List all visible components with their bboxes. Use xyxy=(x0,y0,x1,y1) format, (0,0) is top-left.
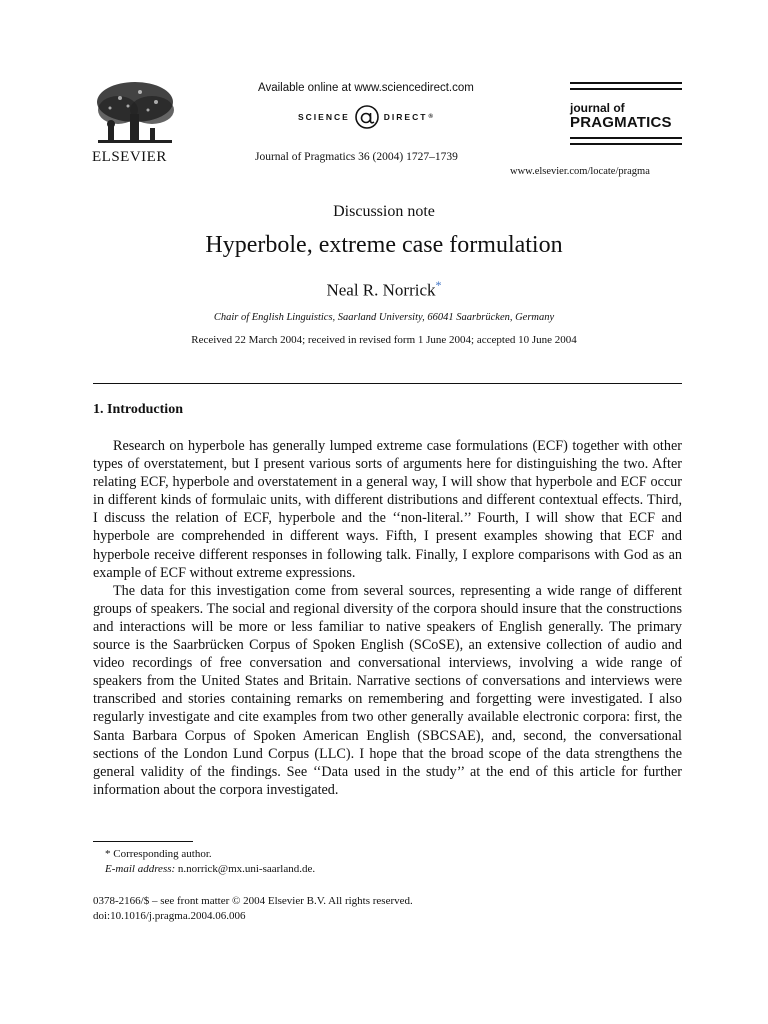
paragraph: The data for this investigation come from several sources, representing a wide range of different groups of speakers. The social and regional diversity of the corpora should insure that the constructions and interactions will be more or less familiar to native speakers of English generally. The primary source is the Saarbrücken Corpus of Spoken English (SCoSE), an extensive collection of audio and video recordings of free conversation and conversational interviews, involving a wide range of speakers from the United States and Britain. Narrative sections of conversations and interviews were transcribed and stories containing remarks on remembering and forgetting were investigated. I also regularly investigate and cite examples from two other generally available electronic corpora: first, the Santa Barbara Corpus of Spoken American English (SBCSAE), and, second, the conversational sections of the London Lund Corpus (LLC). I hope that the broad scope of the data strengthens the general validity of the findings. See ‘‘Data used in the study’’ at the end of this article for further information about the corpora investigated. xyxy=(93,582,682,798)
sciencedirect-logo xyxy=(298,104,435,130)
registered-mark: ® xyxy=(428,114,435,120)
article-title: Hyperbole, extreme case formulation xyxy=(205,232,563,258)
journal-masthead xyxy=(570,82,682,149)
received-dates: Received 22 March 2004; received in revised form 1 June 2004; accepted 10 June 2004 xyxy=(191,334,577,346)
footnotes xyxy=(93,847,315,877)
elsevier-tree-logo xyxy=(90,80,180,150)
footnote-rule xyxy=(93,841,193,842)
copyright-block xyxy=(93,894,413,924)
journal-of-text: journal of xyxy=(570,101,625,115)
email-address[interactable]: n.norrick@mx.uni-saarland.de. xyxy=(177,863,316,875)
copyright-line: 0378-2166/$ – see front matter © 2004 Elsevier B.V. All rights reserved. xyxy=(93,895,413,907)
author-line xyxy=(0,278,768,301)
journal-citation: Journal of Pragmatics 36 (2004) 1727–1739 xyxy=(255,151,458,163)
paragraph: Research on hyperbole has generally lumped extreme case formulations (ECF) together with other types of overstatement, but I present various sorts of arguments here for distinguishing the two. After relating ECF, hyperbole and overstatement in a general way, I will show that hyperbole and ECF occur in different kinds of formulaic units, with different distributions and different contextual effects. Third, I discuss the relation of ECF, hyperbole and the ‘‘non-literal.’’ Fourth, I will show that ECF and hyperbole are comprehended in different ways. Fifth, I present examples showing that ECF and hyperbole receive different responses in following talk. Finally, I explore comparisons with God as an example of ECF without extreme expressions. xyxy=(93,438,682,581)
science-word: SCIENCE xyxy=(298,112,350,122)
email-label: E-mail address: xyxy=(105,863,176,875)
at-symbol-icon xyxy=(354,104,380,130)
masthead-rule xyxy=(570,82,682,84)
corresponding-author-note: * Corresponding author. xyxy=(105,848,212,860)
journal-name: PRAGMATICS xyxy=(570,114,672,131)
journal-url[interactable]: www.elsevier.com/locate/pragma xyxy=(510,166,650,177)
email-line xyxy=(93,862,315,877)
doi[interactable]: doi:10.1016/j.pragma.2004.06.006 xyxy=(93,910,246,922)
body-text xyxy=(93,437,682,799)
direct-word: DIRECT xyxy=(383,112,428,122)
section-heading: 1. Introduction xyxy=(93,402,183,417)
note-type: Discussion note xyxy=(333,203,435,220)
masthead-rule xyxy=(570,137,682,139)
corresponding-author-mark[interactable]: * xyxy=(435,278,442,292)
publisher-name: ELSEVIER xyxy=(92,149,167,165)
masthead-rule xyxy=(570,143,682,145)
author-name: Neal R. Norrick xyxy=(326,280,436,300)
masthead-rule xyxy=(570,88,682,90)
header-divider xyxy=(93,383,682,384)
available-online-text: Available online at www.sciencedirect.com xyxy=(258,82,474,94)
affiliation: Chair of English Linguistics, Saarland University, 66041 Saarbrücken, Germany xyxy=(213,312,555,323)
